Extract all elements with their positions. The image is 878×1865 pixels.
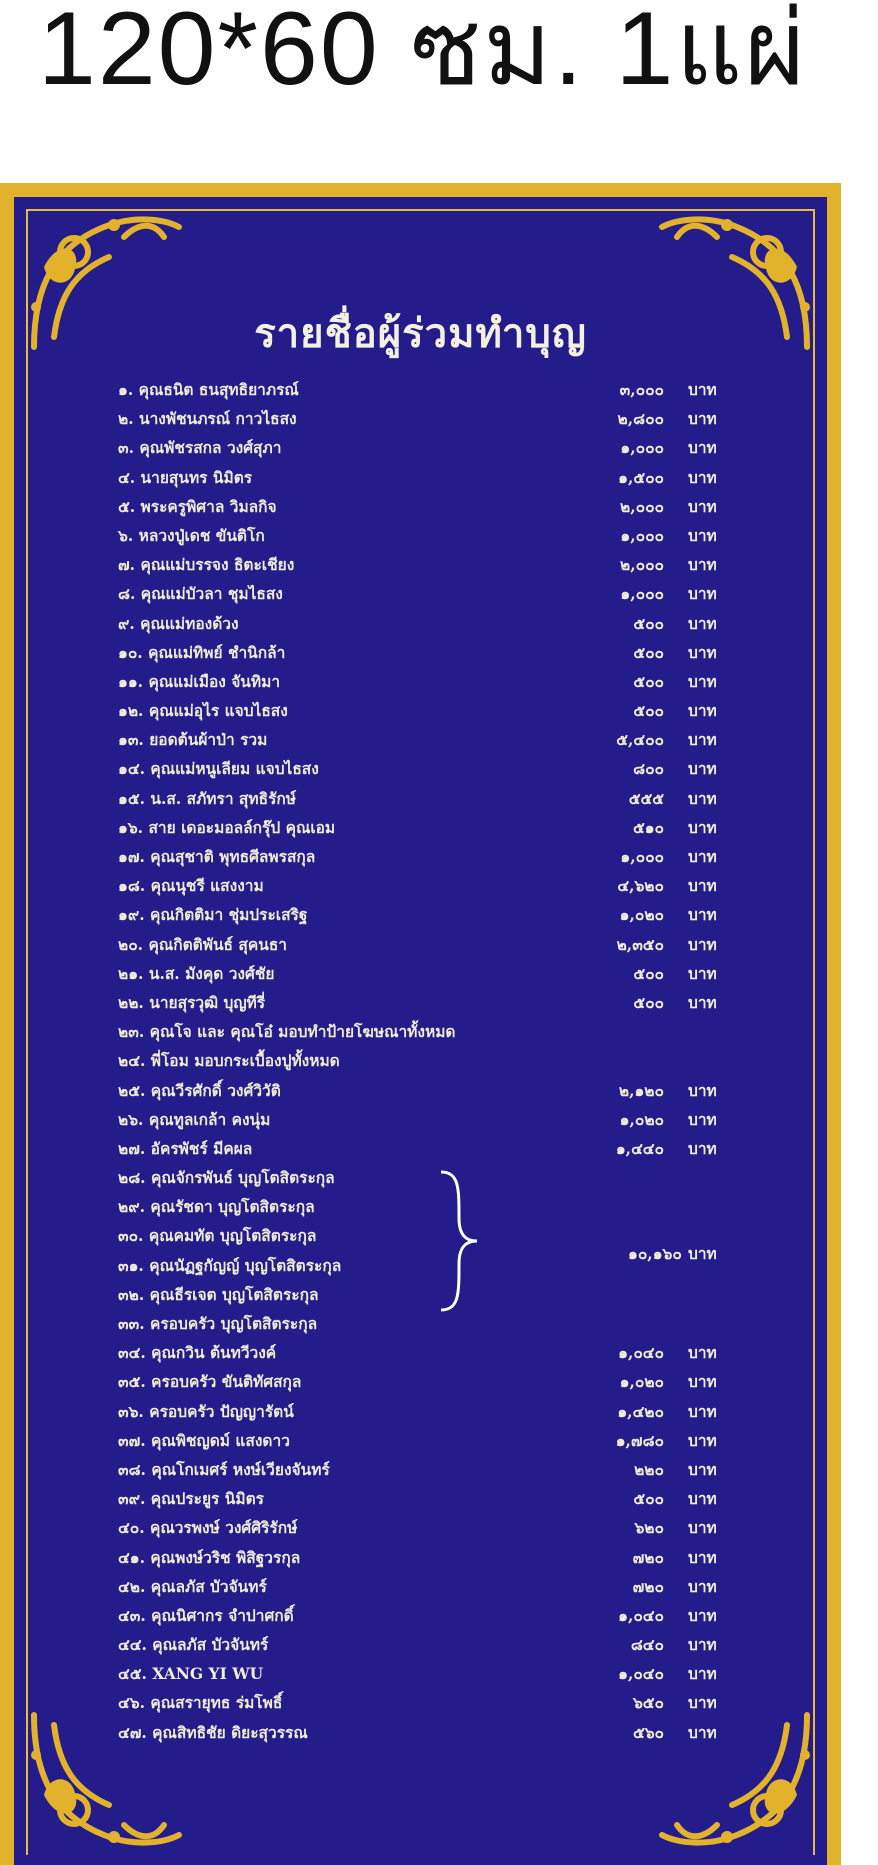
donor-name: ๒๑. น.ส. มังคุด วงศ์ชัย <box>118 963 275 983</box>
size-label: 120*60 ซม. 1แผ่ <box>38 0 808 107</box>
donor-name: ๒๐. คุณกิตติพันธ์ สุคนธา <box>118 934 287 954</box>
donor-name: ๒๕. คุณวีรศักดิ์ วงศ์วิวัติ <box>118 1080 281 1100</box>
donor-amount: ๑,๐๐๐ <box>620 525 664 545</box>
donor-name: ๑. คุณธนิต ธนสุทธิยาภรณ์ <box>118 380 299 399</box>
donor-row <box>118 840 758 869</box>
donor-amount: ๓,๐๐๐ <box>619 380 664 399</box>
donor-name: ๔๑. คุณพงษ์วริช พิสิฐวรกุล <box>118 1547 301 1567</box>
donor-name: ๑๘. คุณนุชรี แสงงาม <box>118 876 264 896</box>
donor-amount: ๕,๔๐๐ <box>616 730 664 750</box>
donor-amount: ๑,๔๔๐ <box>615 1138 664 1158</box>
donor-name: ๙. คุณแม่ทองด้วง <box>118 613 239 633</box>
donor-row <box>118 1570 758 1599</box>
donor-currency: บาท <box>688 1693 717 1713</box>
donor-row <box>118 723 758 752</box>
donor-name: ๓๔. คุณกวิน ต้นทวีวงค์ <box>118 1343 277 1363</box>
donor-name: ๓๓. ครอบครัว บุญโตสิตระกุล <box>118 1314 318 1333</box>
group-brace <box>437 1168 481 1314</box>
donor-list <box>118 373 758 1745</box>
donor-row <box>118 869 758 898</box>
donor-currency: บาท <box>688 701 717 721</box>
donor-name: ๒๙. คุณรัชดา บุญโตสิตระกุล <box>118 1197 315 1217</box>
donor-name: ๓๕. ครอบครัว ขันติทัศสกุล <box>118 1372 302 1392</box>
donor-name: ๒๓. คุณโจ และ คุณโอ๋ มอบทำป้ายโฆษณาทั้งหมด <box>118 1022 456 1042</box>
donor-name: ๒๘. คุณจักรพันธ์ บุญโตสิตระกุล <box>118 1168 335 1188</box>
donor-currency: บาท <box>688 847 717 866</box>
donor-name: ๕. พระครูพิศาล วิมลกิจ <box>118 496 277 516</box>
donor-amount: ๑,๕๐๐ <box>618 467 664 487</box>
donor-row <box>118 1482 758 1511</box>
donor-name: ๔๗. คุณสิทธิชัย ดิยะสุวรรณ <box>118 1722 308 1742</box>
group-total-amount: ๑๐,๑๖๐ <box>628 1244 682 1263</box>
donor-amount: ๑,๗๘๐ <box>615 1430 664 1450</box>
donor-name: ๒๒. นายสุรวุฒิ บุญทีรี่ <box>118 992 266 1012</box>
donor-amount: ๒๒๐ <box>634 1459 664 1479</box>
donor-name: ๑๒. คุณแม่อุไร แจบไธสง <box>118 701 288 721</box>
donor-amount: ๖๕๐ <box>632 1693 664 1713</box>
donor-name: ๔๔. คุณลภัส บัวจันทร์ <box>118 1635 269 1655</box>
donor-name: ๒. นางพัชนภรณ์ กาวไธสง <box>118 409 297 429</box>
donor-row <box>118 577 758 606</box>
donor-row <box>118 1453 758 1482</box>
donor-currency: บาท <box>688 1401 717 1421</box>
donor-row <box>118 1599 758 1628</box>
donor-amount: ๑,๐๒๐ <box>619 1372 664 1392</box>
donor-row <box>118 373 758 402</box>
donor-name: ๓๑. คุณนัฏฐกัญญ์ บุญโตสิตระกุล <box>118 1255 342 1275</box>
donor-currency: บาท <box>688 1722 717 1742</box>
donor-name: ๓๖. ครอบครัว ปัญญารัตน์ <box>118 1401 294 1421</box>
donor-name: ๗. คุณแม่บรรจง ธิตะเชียง <box>118 555 295 575</box>
donor-amount: ๑,๐๔๐ <box>618 1605 664 1625</box>
donor-currency: บาท <box>688 1343 717 1363</box>
donor-amount: ๘๐๐ <box>633 759 664 779</box>
donor-amount: ๑,๔๒๐ <box>617 1401 664 1421</box>
donor-currency: บาท <box>688 759 717 779</box>
donor-currency: บาท <box>688 671 717 691</box>
donor-row <box>118 636 758 665</box>
donor-currency: บาท <box>688 555 717 575</box>
donor-amount: ๕๐๐ <box>633 701 664 721</box>
donor-currency: บาท <box>688 1489 717 1509</box>
donor-amount: ๒,๘๐๐ <box>617 409 664 429</box>
donor-name: ๑๗. คุณสุชาติ พุทธศีลพรสกุล <box>118 847 316 866</box>
donor-row <box>118 1657 758 1686</box>
donor-row <box>118 548 758 577</box>
donor-board <box>0 183 841 1865</box>
donor-currency: บาท <box>688 992 717 1012</box>
donor-name: ๔๓. คุณนิศากร จำปาศกดิ์ <box>118 1605 294 1625</box>
donor-amount: ๕๑๐ <box>632 817 664 837</box>
donor-currency: บาท <box>688 1080 717 1100</box>
donor-name: ๑๑. คุณแม่เมือง จันทิมา <box>118 671 281 691</box>
donor-amount: ๒,๑๒๐ <box>618 1080 664 1100</box>
donor-currency: บาท <box>688 934 717 954</box>
donor-currency: บาท <box>688 1430 717 1450</box>
donor-row <box>118 607 758 636</box>
donor-currency: บาท <box>688 467 717 487</box>
donor-currency: บาท <box>688 905 717 925</box>
donor-currency: บาท <box>688 730 717 750</box>
donor-amount: ๖๒๐ <box>634 1518 664 1538</box>
donor-row <box>118 665 758 694</box>
donor-row <box>118 957 758 986</box>
donor-name: ๔๒. คุณลภัส บัวจันทร์ <box>118 1576 267 1596</box>
donor-amount: ๑,๐๒๐ <box>619 905 664 925</box>
donor-currency: บาท <box>688 1138 717 1158</box>
donor-name: ๔๐. คุณวรพงษ์ วงศ์ศิริรักษ์ <box>118 1518 298 1538</box>
donor-row <box>118 928 758 957</box>
donor-row <box>118 1686 758 1715</box>
donor-currency: บาท <box>688 1372 717 1392</box>
donor-currency: บาท <box>688 1547 717 1567</box>
donor-row <box>118 1716 758 1745</box>
donor-row <box>118 752 758 781</box>
donor-amount: ๒,๐๐๐ <box>620 496 664 516</box>
donor-currency: บาท <box>688 380 717 399</box>
donor-amount: ๑,๐๐๐ <box>620 584 664 604</box>
donor-amount: ๒,๐๐๐ <box>620 555 664 575</box>
donor-amount: ๗๒๐ <box>632 1576 664 1596</box>
donor-row <box>118 1044 758 1073</box>
donor-amount: ๔,๖๒๐ <box>617 876 664 896</box>
donor-amount: ๑,๐๐๐ <box>620 847 664 866</box>
donor-amount: ๕๐๐ <box>633 642 664 662</box>
donor-currency: บาท <box>688 1109 717 1129</box>
board-title: รายชื่อผู้ร่วมทำบุญ <box>254 310 587 357</box>
donor-name: ๖. หลวงปู่เดช ขันติโก <box>118 525 265 545</box>
donor-currency: บาท <box>688 525 717 545</box>
donor-name: ๑๓. ยอดต้นผ้าป่า รวม <box>118 730 268 750</box>
donor-name: ๓๘. คุณโกเมศร์ หงษ์เวียงจันทร์ <box>118 1459 330 1479</box>
donor-name: ๒๗. อัครพัชร์ มีคผล <box>118 1138 253 1158</box>
group-total-unit: บาท <box>688 1244 717 1263</box>
donor-row <box>118 402 758 431</box>
donor-name: ๒๖. คุณทูลเกล้า คงนุ่ม <box>118 1109 271 1129</box>
donor-currency: บาท <box>688 584 717 604</box>
donor-row <box>118 782 758 811</box>
donor-name: ๓๒. คุณธีรเจต บุญโตสิตระกุล <box>118 1284 319 1304</box>
donor-amount: ๑,๐๒๐ <box>619 1109 664 1129</box>
donor-currency: บาท <box>688 876 717 896</box>
donor-currency: บาท <box>688 1664 717 1684</box>
donor-currency: บาท <box>688 1576 717 1596</box>
donor-name: ๒๔. พี่โอม มอบกระเบื้องปูทั้งหมด <box>118 1051 340 1071</box>
donor-currency: บาท <box>688 613 717 633</box>
donor-currency: บาท <box>688 496 717 516</box>
donor-row <box>118 694 758 723</box>
donor-name: ๓. คุณพัชรสกล วงศ์สุภา <box>118 438 282 458</box>
donor-currency: บาท <box>688 438 717 458</box>
donor-row <box>118 1132 758 1161</box>
donor-amount: ๕๐๐ <box>633 613 664 633</box>
donor-row <box>118 431 758 460</box>
donor-amount: ๕๐๐ <box>633 992 664 1012</box>
donor-amount: ๗๒๐ <box>632 1547 664 1567</box>
donor-name: ๑๕. น.ส. สภัทรา สุทธิรักษ์ <box>118 788 296 808</box>
donor-row <box>118 1628 758 1657</box>
donor-amount: ๕๐๐ <box>633 671 664 691</box>
donor-row <box>118 1074 758 1103</box>
donor-amount: ๕๖๐ <box>632 1722 664 1742</box>
donor-currency: บาท <box>688 642 717 662</box>
donor-amount: ๕๐๐ <box>633 963 664 983</box>
donor-row <box>118 811 758 840</box>
donor-currency: บาท <box>688 817 717 837</box>
donor-name: ๔. นายสุนทร นิมิตร <box>118 467 253 487</box>
donor-row <box>118 898 758 927</box>
donor-name: ๓๗. คุณพิชญดม์ แสงดาว <box>118 1430 290 1450</box>
donor-row <box>118 519 758 548</box>
donor-row <box>118 1336 758 1365</box>
donor-name: ๑๙. คุณกิตติมา ชุ่มประเสริฐ <box>118 905 308 925</box>
donor-currency: บาท <box>688 788 717 808</box>
donor-amount: ๑,๐๔๐ <box>618 1343 664 1363</box>
donor-row <box>118 1365 758 1394</box>
donor-currency: บาท <box>688 963 717 983</box>
donor-name: ๓๐. คุณคมทัต บุญโตสิตระกุล <box>118 1226 317 1246</box>
donor-amount: ๑,๐๔๐ <box>618 1664 664 1684</box>
donor-row <box>118 461 758 490</box>
donor-row <box>118 1103 758 1132</box>
donor-currency: บาท <box>688 409 717 429</box>
donor-row <box>118 1424 758 1453</box>
donor-currency: บาท <box>688 1635 717 1655</box>
donor-name: ๑๐. คุณแม่ทิพย์ ชำนิกล้า <box>118 642 286 662</box>
donor-name: ๑๔. คุณแม่หนูเลียม แจบไธสง <box>118 759 319 779</box>
donor-row <box>118 1395 758 1424</box>
donor-amount: ๑,๐๐๐ <box>620 438 664 458</box>
donor-row <box>118 1541 758 1570</box>
donor-amount: ๕๕๕ <box>628 788 664 808</box>
donor-name: ๑๖. สาย เดอะมอลล์กรุ๊ป คุณเอม <box>118 817 336 837</box>
donor-currency: บาท <box>688 1459 717 1479</box>
donor-row <box>118 1511 758 1540</box>
donor-name: ๔๖. คุณสรายุทธ ร่มโพธิ์ <box>118 1693 283 1713</box>
donor-name: ๓๙. คุณประยูร นิมิตร <box>118 1489 264 1509</box>
donor-currency: บาท <box>688 1605 717 1625</box>
donor-currency: บาท <box>688 1518 717 1538</box>
donor-amount: ๕๐๐ <box>633 1489 664 1509</box>
donor-amount: ๘๔๐ <box>630 1635 664 1655</box>
donor-row <box>118 1015 758 1044</box>
donor-row <box>118 490 758 519</box>
donor-name: ๘. คุณแม่บัวลา ชุมไธสง <box>118 584 283 604</box>
donor-amount: ๒,๓๕๐ <box>616 934 664 954</box>
donor-name: ๔๕. XANG YI WU <box>118 1664 264 1684</box>
donor-row <box>118 986 758 1015</box>
